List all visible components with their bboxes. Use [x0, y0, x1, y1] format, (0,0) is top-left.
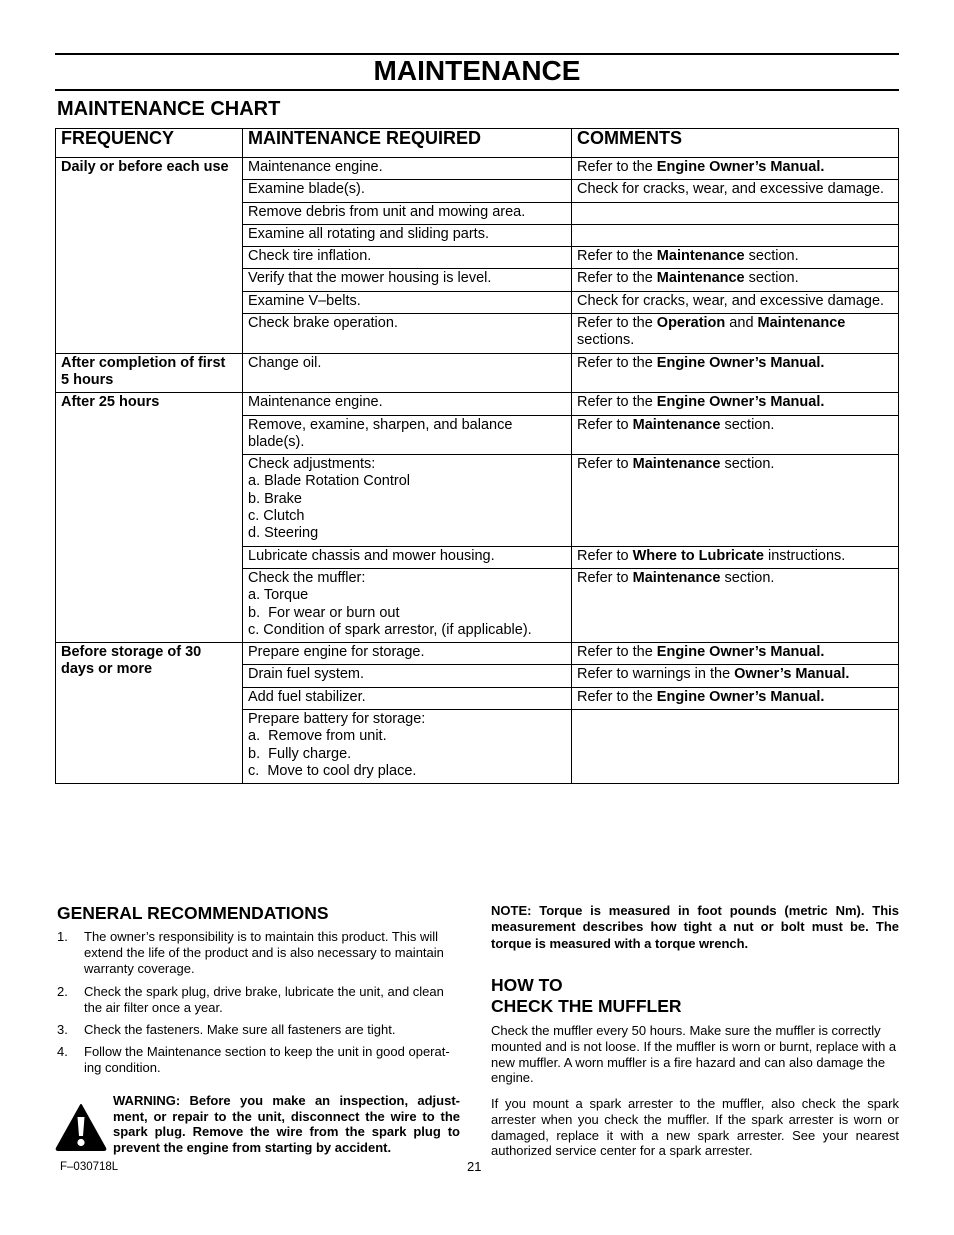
task-cell: [243, 546, 572, 568]
comment-text: Refer to warnings in the: [577, 666, 735, 683]
comment-bold-text: Engine Owner’s Manual.: [656, 644, 825, 661]
task-line: Check adjustments:: [248, 456, 376, 473]
comment-bold-text: Maintenance: [632, 456, 721, 473]
list-item-text: Check the spark plug, drive brake, lubricate the unit, and clean the air filter once a year.: [84, 983, 444, 1015]
task-line: Remove, examine, sharpen, and balance blade(s).: [248, 416, 517, 450]
comment-cell: [572, 224, 899, 246]
frequency-cell: Before storage of 30 days or more: [56, 643, 243, 784]
comment-text: sections.: [577, 332, 635, 349]
comment-cell: [572, 158, 899, 180]
frequency-cell: After completion of first 5 hours: [56, 353, 243, 393]
task-line: Maintenance engine.: [248, 394, 383, 411]
recommendations-list: [57, 929, 465, 1083]
list-item-text: The owner’s responsibility is to maintain this product. This will extend the life of the product and is also necessary to maintain warranty coverage.: [84, 929, 444, 977]
table-row: [56, 643, 899, 665]
task-line: c. Move to cool dry place.: [248, 762, 417, 779]
title-underline: [55, 89, 899, 91]
comment-cell: [572, 180, 899, 202]
muffler-paragraph-1: Check the muffler every 50 hours. Make sure the muffler is correctly mounted and is not loose. If the muffler is worn or burnt, replace with a new muffler. A worn muffler is a fire hazard and can also damage the engine.: [491, 1023, 897, 1086]
list-item-number: 4.: [57, 1044, 68, 1060]
comment-text: Refer to: [577, 456, 633, 473]
task-line: a. Remove from unit.: [248, 728, 387, 745]
comment-bold-text: Maintenance: [656, 270, 745, 287]
comment-cell: [572, 710, 899, 784]
list-item-number: 3.: [57, 1022, 68, 1038]
task-cell: [243, 665, 572, 687]
muffler-section-title: [491, 975, 891, 1017]
task-cell: [243, 393, 572, 415]
comment-text: section.: [744, 270, 799, 287]
comment-text: Refer to the: [577, 159, 657, 175]
table-row: [56, 393, 899, 415]
comment-bold-text: Operation: [656, 315, 726, 332]
comment-cell: [572, 202, 899, 224]
task-cell: [243, 269, 572, 291]
comment-cell: [572, 393, 899, 415]
comment-cell: [572, 687, 899, 709]
list-item-number: 2.: [57, 983, 68, 999]
comment-cell: [572, 269, 899, 291]
task-line: Check brake operation.: [248, 315, 398, 332]
task-cell: [243, 247, 572, 269]
torque-note: NOTE: Torque is measured in foot pounds (metric Nm). This measurement describes how tight a nut or bolt must be. The torque is measured with a torque wrench.: [491, 903, 899, 951]
task-line: d. Steering: [248, 525, 319, 542]
task-line: Maintenance engine.: [248, 159, 383, 175]
task-line: c. Condition of spark arrestor, (if applicable).: [248, 621, 532, 638]
comment-cell: [572, 247, 899, 269]
document-code: F–030718L: [60, 1161, 119, 1173]
list-item: [57, 1022, 465, 1038]
table-body: [56, 158, 899, 784]
comment-cell: [572, 314, 899, 354]
comment-text: Refer to: [577, 547, 633, 564]
comment-cell: [572, 291, 899, 313]
comment-text: Refer to the: [577, 688, 657, 705]
task-line: Examine blade(s).: [248, 181, 365, 198]
list-item-text: Check the fasteners. Make sure all fasteners are tight.: [84, 1022, 396, 1038]
muffler-paragraph-2: If you mount a spark arrester to the muffler, also check the spark arrester when you check the muffler. If the spark arrester is worn or damaged, replace it with a new spark arrester. See your nearest authorized service center for a spark arrester.: [491, 1096, 899, 1159]
task-cell: [243, 202, 572, 224]
page-title: MAINTENANCE: [373, 55, 581, 86]
task-line: c. Clutch: [248, 508, 305, 525]
comment-bold-text: Engine Owner’s Manual.: [656, 688, 825, 705]
task-cell: [243, 643, 572, 665]
list-item-number: 1.: [57, 929, 68, 944]
task-cell: [243, 568, 572, 642]
comment-text: section.: [720, 416, 775, 433]
comment-text: Refer to the: [577, 270, 657, 287]
comment-text: Refer to the: [577, 315, 657, 332]
comment-cell: [572, 568, 899, 642]
task-cell: [243, 710, 572, 784]
comment-bold-text: Maintenance: [656, 248, 745, 265]
comment-bold-text: Engine Owner’s Manual.: [656, 394, 825, 411]
comment-bold-text: Engine Owner’s Manual.: [656, 354, 825, 371]
warning-triangle-icon: [55, 1103, 107, 1151]
comment-text: section.: [720, 569, 775, 586]
comment-cell: [572, 546, 899, 568]
task-line: a. Torque: [248, 587, 309, 604]
column-header-frequency: FREQUENCY: [56, 129, 243, 158]
list-item: [57, 1044, 465, 1076]
task-cell: [243, 291, 572, 313]
task-line: Prepare engine for storage.: [248, 644, 425, 661]
general-recommendations-title: GENERAL RECOMMENDATIONS: [57, 903, 329, 923]
comment-text: Refer to the: [577, 394, 657, 411]
comment-cell: [572, 415, 899, 455]
task-line: b. For wear or burn out: [248, 604, 400, 621]
comment-bold-text: Engine Owner’s Manual.: [656, 159, 825, 175]
task-line: Drain fuel system.: [248, 666, 365, 683]
column-header-comments: COMMENTS: [572, 129, 899, 158]
task-line: b. Fully charge.: [248, 745, 352, 762]
comment-text: Check for cracks, wear, and excessive damage.: [577, 292, 885, 309]
list-item: [57, 984, 465, 1016]
comment-cell: [572, 665, 899, 687]
task-cell: [243, 687, 572, 709]
comment-bold-text: Maintenance: [757, 315, 846, 332]
task-cell: [243, 224, 572, 246]
muffler-title-line2: CHECK THE MUFFLER: [491, 996, 682, 1016]
task-line: Check tire inflation.: [248, 248, 372, 265]
comment-cell: [572, 643, 899, 665]
task-line: a. Blade Rotation Control: [248, 473, 411, 490]
task-line: Add fuel stabilizer.: [248, 688, 366, 705]
task-line: Remove debris from unit and mowing area.: [248, 203, 526, 220]
task-cell: [243, 415, 572, 455]
task-line: Prepare battery for storage:: [248, 711, 426, 728]
comment-bold-text: Maintenance: [632, 416, 721, 433]
comment-text: Refer to the: [577, 354, 657, 371]
comment-cell: [572, 455, 899, 546]
task-line: Check the muffler:: [248, 569, 366, 586]
column-header-maintenance-required: MAINTENANCE REQUIRED: [243, 129, 572, 158]
task-line: Verify that the mower housing is level.: [248, 270, 492, 287]
comment-text: Check for cracks, wear, and excessive damage.: [577, 181, 885, 198]
comment-cell: [572, 353, 899, 393]
comment-text: and: [725, 315, 758, 332]
comment-bold-text: Owner’s Manual.: [734, 666, 850, 683]
comment-text: Refer to the: [577, 644, 657, 661]
comment-text: Refer to: [577, 569, 633, 586]
task-cell: [243, 314, 572, 354]
frequency-cell: Daily or before each use: [56, 158, 243, 354]
comment-bold-text: Where to Lubricate: [632, 547, 764, 564]
task-cell: [243, 455, 572, 546]
list-item-text: Follow the Maintenance section to keep the unit in good operat- ing condition.: [84, 1044, 450, 1076]
frequency-cell: After 25 hours: [56, 393, 243, 643]
table-row: [56, 353, 899, 393]
task-line: Change oil.: [248, 354, 322, 371]
task-line: b. Brake: [248, 490, 302, 507]
page-number: 21: [467, 1159, 482, 1174]
warning-text: WARNING: Before you make an inspection, adjust- ment, or repair to the unit, disconnect the wire to the spark plug. Remove the wire from the spark plug to prevent the engine from starting by accident.: [113, 1093, 460, 1156]
task-cell: [243, 158, 572, 180]
comment-bold-text: Maintenance: [632, 569, 721, 586]
comment-text: Refer to the: [577, 248, 657, 265]
comment-text: instructions.: [763, 547, 846, 564]
muffler-title-line1: HOW TO: [491, 975, 563, 995]
table-row: [56, 158, 899, 180]
task-line: Lubricate chassis and mower housing.: [248, 547, 495, 564]
list-item: [57, 929, 465, 978]
table-header-row: [56, 129, 899, 158]
comment-text: section.: [720, 456, 775, 473]
maintenance-chart-heading: MAINTENANCE CHART: [57, 98, 281, 120]
task-cell: [243, 180, 572, 202]
maintenance-chart-table: [55, 128, 899, 784]
comment-text: section.: [744, 248, 799, 265]
comment-text: Refer to: [577, 416, 633, 433]
task-line: Examine all rotating and sliding parts.: [248, 225, 489, 242]
task-line: Examine V–belts.: [248, 292, 361, 309]
task-cell: [243, 353, 572, 393]
